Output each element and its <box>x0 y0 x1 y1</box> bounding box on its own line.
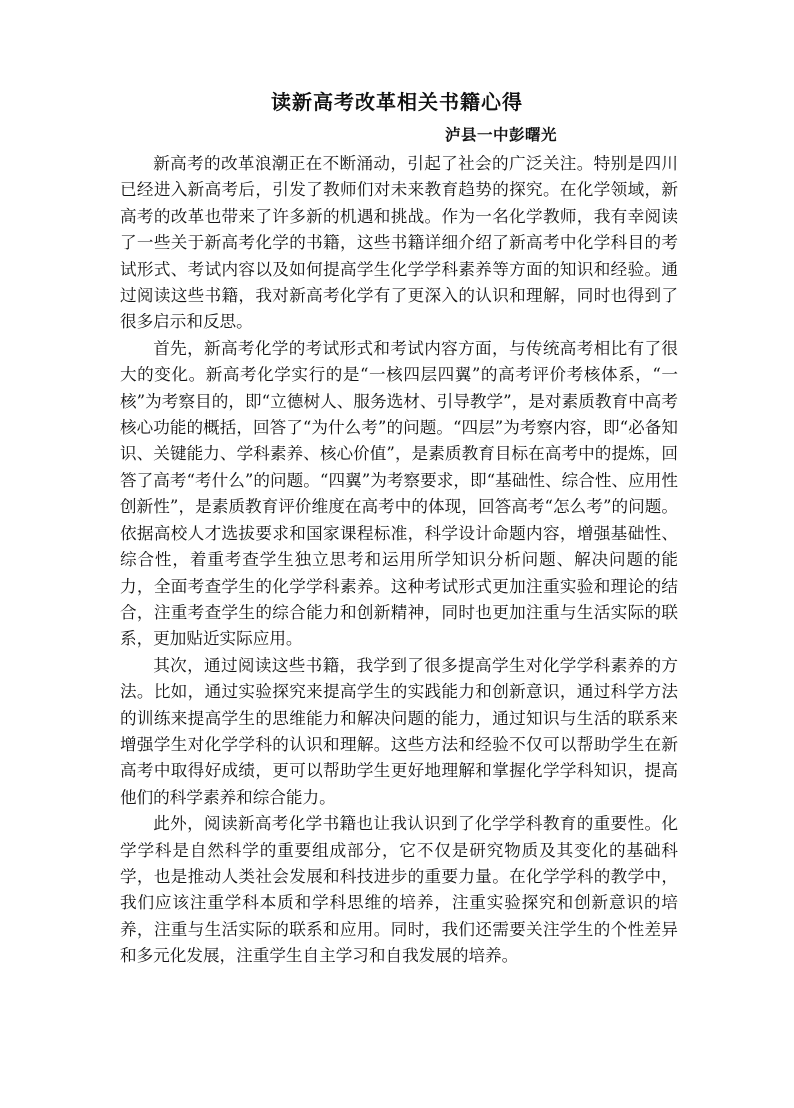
document-title: 读新高考改革相关书籍心得 <box>271 90 523 114</box>
paragraph-2: 首先，新高考化学的考试形式和考试内容方面，与传统高考相比有了很大的变化。新高考化学实行的是“一核四层四翼”的高考评价考核体系，“一核”为考察目的，即“立德树人、服务选材、引导教学”，是对素质教育中高考核心功能的概括，回答了“为什么考”的问题。“四层”为考察内容，即“必备知识、关键能力、学科素养、核心价值”，是素质教育目标在高考中的提炼，回答了高考“考什么”的问题。“四翼”为考察要求，即“基础性、综合性、应用性创新性”，是素质教育评价维度在高考中的体现，回答高考“怎么考”的问题。依据高校人才选拔要求和国家课程标准，科学设计命题内容，增强基础性、综合性，着重考查学生独立思考和运用所学知识分析问题、解决问题的能力，全面考查学生的化学学科素养。这种考试形式更加注重实验和理论的结合，注重考查学生的综合能力和创新精神，同时也更加注重与生活实际的联系，更加贴近实际应用。 <box>120 338 678 649</box>
paragraph-1: 新高考的改革浪潮正在不断涌动，引起了社会的广泛关注。特别是四川已经进入新高考后，引发了教师们对未来教育趋势的探究。在化学领域，新高考的改革也带来了许多新的机遇和挑战。作为一名化学教师，我有幸阅读了一些关于新高考化学的书籍，这些书籍详细介绍了新高考中化学科目的考试形式、考试内容以及如何提高学生化学学科素养等方面的知识和经验。通过阅读这些书籍，我对新高考化学有了更深入的认识和理解，同时也得到了很多启示和反思。 <box>120 154 678 332</box>
document-body <box>120 151 678 970</box>
paragraph-3: 其次，通过阅读这些书籍，我学到了很多提高学生对化学学科素养的方法。比如，通过实验探究来提高学生的实践能力和创新意识，通过科学方法的训练来提高学生的思维能力和解决问题的能力，通过知识与生活的联系来增强学生对化学学科的认识和理解。这些方法和经验不仅可以帮助学生在新高考中取得好成绩，更可以帮助学生更好地理解和掌握化学学科知识，提高他们的科学素养和综合能力。 <box>120 655 678 807</box>
paragraph-4: 此外，阅读新高考化学书籍也让我认识到了化学学科教育的重要性。化学学科是自然科学的重要组成部分，它不仅是研究物质及其变化的基础科学，也是推动人类社会发展和科技进步的重要力量。在化学学科的教学中，我们应该注重学科本质和学科思维的培养，注重实验探究和创新意识的培养，注重与生活实际的联系和应用。同时，我们还需要关注学生的个性差异和多元化发展，注重学生自主学习和自我发展的培养。 <box>120 814 678 966</box>
author-line: 泸县一中彭曙光 <box>445 126 558 144</box>
